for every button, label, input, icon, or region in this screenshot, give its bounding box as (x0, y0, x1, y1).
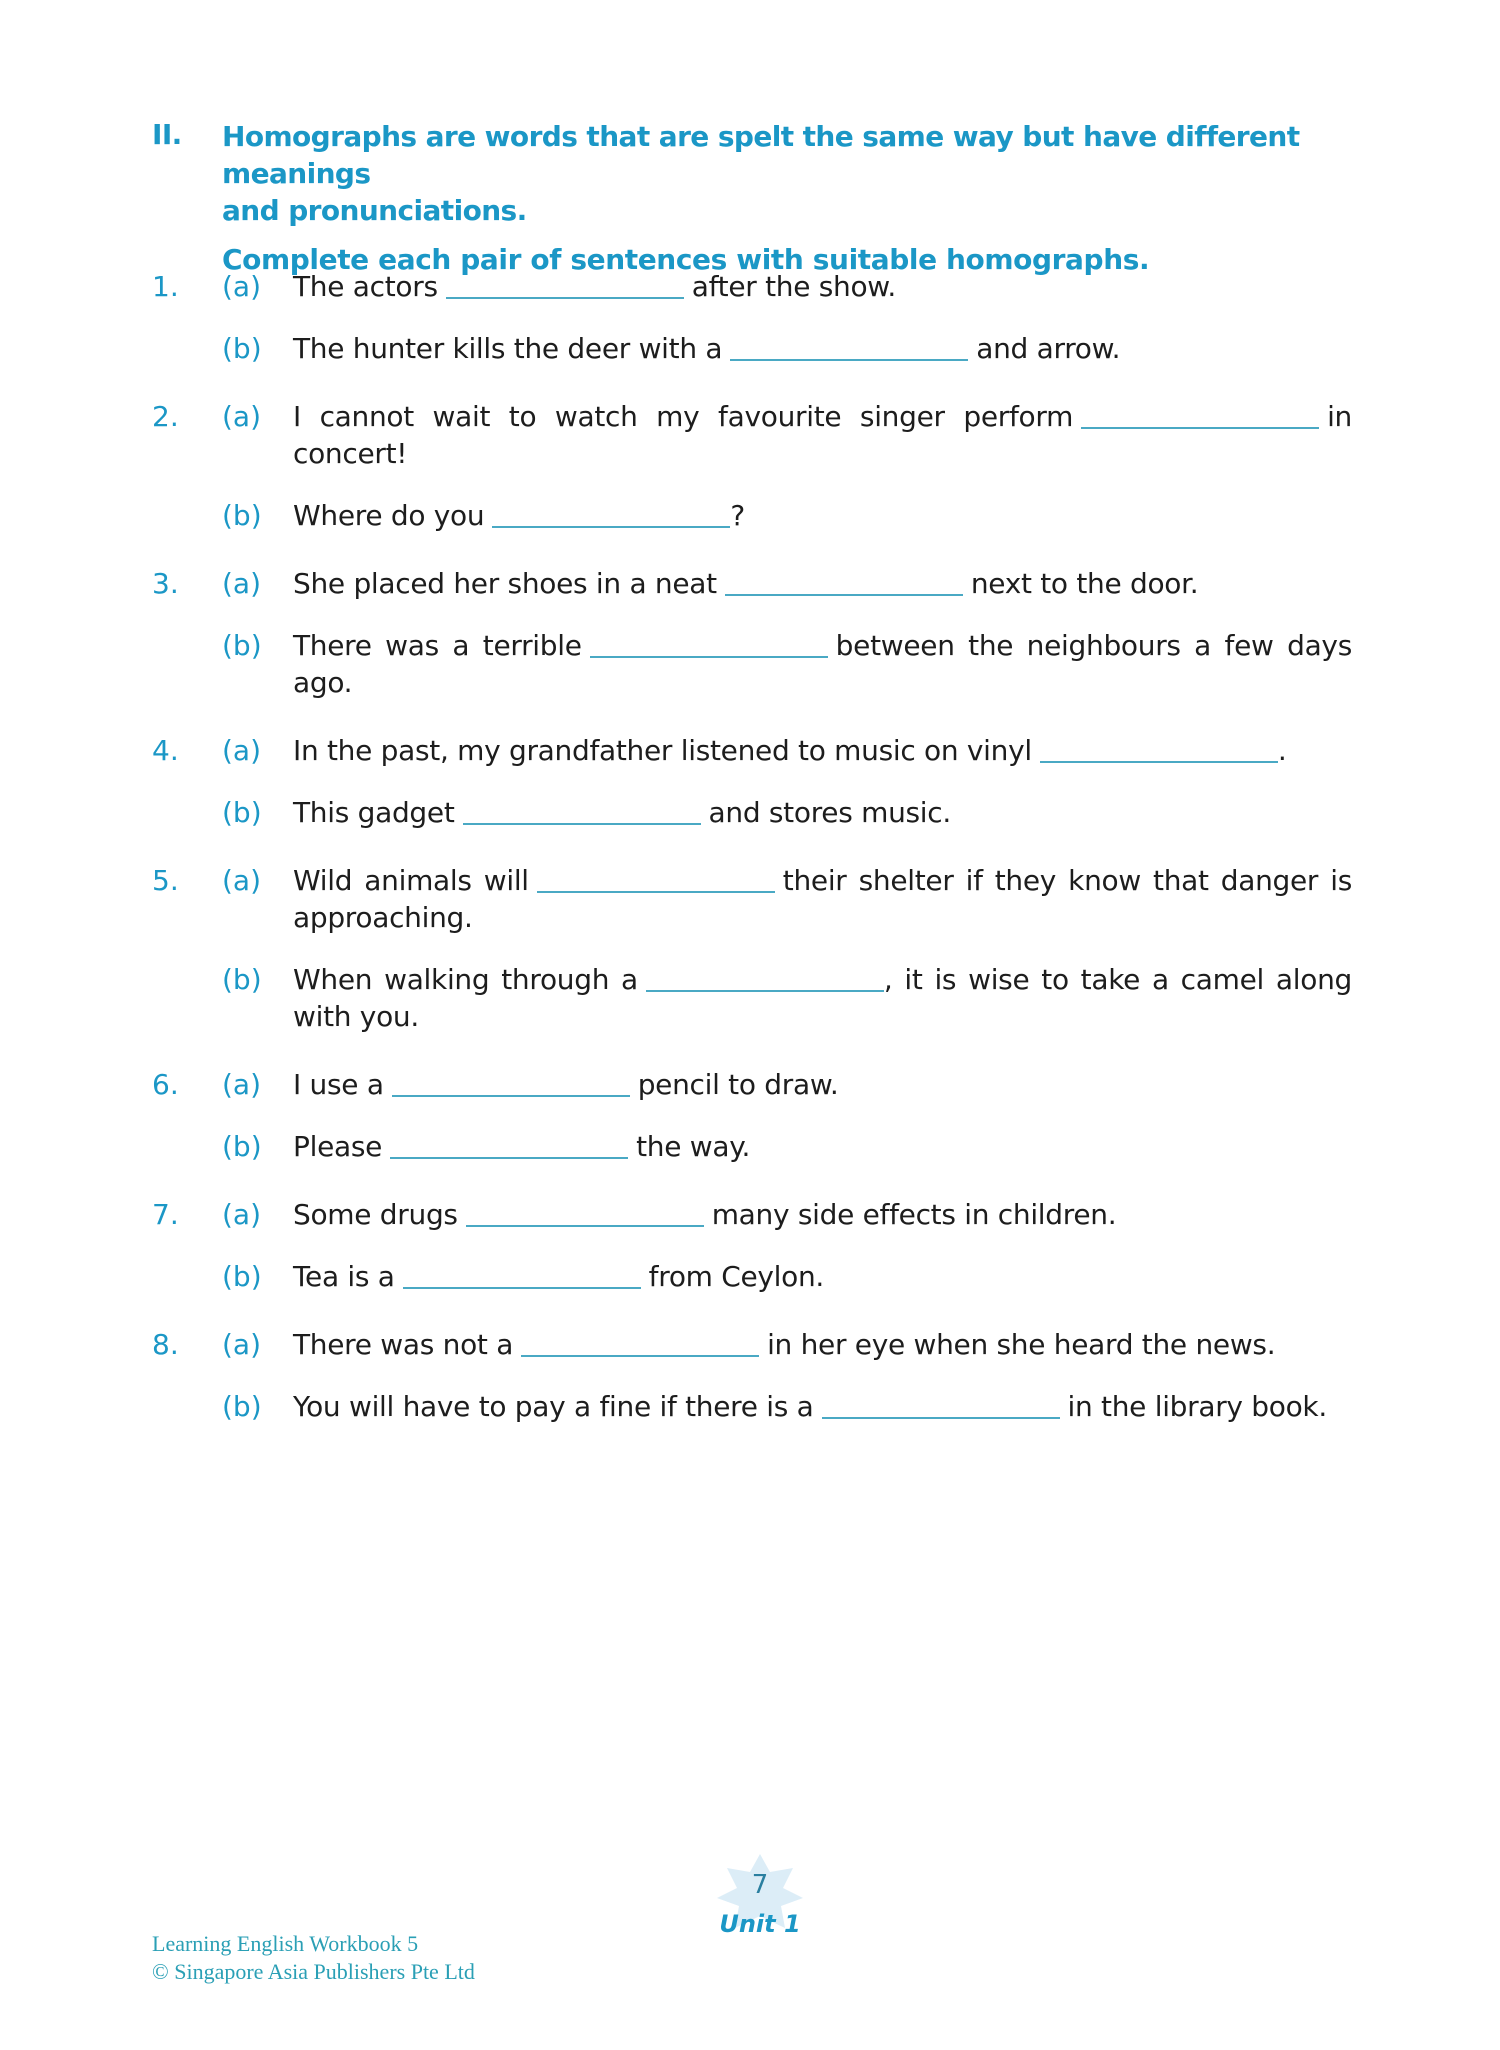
text-after: in concert! (293, 400, 1352, 470)
question-4 (152, 732, 1352, 831)
sub-label: (b) (222, 963, 262, 996)
sub-label: (a) (222, 1068, 262, 1101)
sentence-7b (152, 1258, 1352, 1295)
sub-label: (b) (222, 1390, 262, 1423)
sentence-6a (152, 1066, 1352, 1103)
text-before: The hunter kills the deer with a (293, 332, 723, 365)
text-before: There was not a (293, 1328, 514, 1361)
sentence-5b (152, 961, 1352, 1035)
text-before: This gadget (293, 796, 455, 829)
text-before: Please (293, 1130, 383, 1163)
text-before: I use a (293, 1068, 384, 1101)
sub-label: (b) (222, 499, 262, 532)
answer-blank-8b[interactable] (822, 1393, 1060, 1419)
question-number: 8. (152, 1328, 179, 1361)
answer-blank-5b[interactable] (646, 966, 884, 992)
question-5 (152, 862, 1352, 1035)
text-before: She placed her shoes in a neat (293, 567, 717, 600)
text-after: their shelter if they know that danger is approaching. (293, 864, 1352, 934)
text-before: You will have to pay a fine if there is a (293, 1390, 814, 1423)
intro-line-1: Homographs are words that are spelt the same way but have different meanings (222, 120, 1300, 190)
sub-label: (b) (222, 796, 262, 829)
book-title: Learning English Workbook 5 (152, 1931, 419, 1956)
sentence-3b (152, 627, 1352, 701)
sentence-8a (152, 1326, 1352, 1363)
sub-label: (a) (222, 734, 262, 767)
question-number: 4. (152, 734, 179, 767)
sentence-1a (152, 268, 1352, 305)
sentence-8b (152, 1388, 1352, 1425)
sentence-3a (152, 565, 1352, 602)
question-1 (152, 268, 1352, 367)
text-before: Where do you (293, 499, 485, 532)
text-before: Tea is a (293, 1260, 395, 1293)
sentence-5a (152, 862, 1352, 936)
answer-blank-5a[interactable] (537, 867, 775, 893)
text-before: The actors (293, 270, 438, 303)
question-8 (152, 1326, 1352, 1425)
answer-blank-3a[interactable] (725, 570, 963, 596)
text-after: next to the door. (970, 567, 1199, 600)
answer-blank-1a[interactable] (446, 273, 684, 299)
answer-blank-3b[interactable] (590, 632, 828, 658)
intro-line-2: and pronunciations. (222, 194, 527, 227)
sentence-1b (152, 330, 1352, 367)
text-before: I cannot wait to watch my favourite singer perform (293, 400, 1074, 433)
text-after: in the library book. (1067, 1390, 1327, 1423)
sub-label: (b) (222, 1130, 262, 1163)
text-before: In the past, my grandfather listened to music on vinyl (293, 734, 1032, 767)
exercise-heading (152, 118, 1382, 278)
text-after: and stores music. (708, 796, 951, 829)
question-number: 3. (152, 567, 179, 600)
unit-label: Unit 1 (719, 1910, 801, 1938)
text-after: ? (730, 499, 745, 532)
question-number: 1. (152, 270, 179, 303)
question-number: 2. (152, 400, 179, 433)
text-before: Some drugs (293, 1198, 458, 1231)
sub-label: (a) (222, 270, 262, 303)
question-number: 6. (152, 1068, 179, 1101)
text-after: and arrow. (976, 332, 1121, 365)
sentence-2b (152, 497, 1352, 534)
text-after: the way. (636, 1130, 751, 1163)
answer-blank-2a[interactable] (1081, 403, 1319, 429)
question-7 (152, 1196, 1352, 1295)
sub-label: (a) (222, 1198, 262, 1231)
sentence-7a (152, 1196, 1352, 1233)
sub-label: (b) (222, 332, 262, 365)
sub-label: (a) (222, 567, 262, 600)
sub-label: (b) (222, 1260, 262, 1293)
answer-blank-7b[interactable] (403, 1263, 641, 1289)
sentence-4b (152, 794, 1352, 831)
sentence-6b (152, 1128, 1352, 1165)
text-before: There was a terrible (293, 629, 582, 662)
text-before: Wild animals will (293, 864, 529, 897)
sub-label: (a) (222, 1328, 262, 1361)
sub-label: (a) (222, 400, 262, 433)
answer-blank-4a[interactable] (1040, 737, 1278, 763)
answer-blank-7a[interactable] (466, 1201, 704, 1227)
sub-label: (a) (222, 864, 262, 897)
text-after: pencil to draw. (637, 1068, 839, 1101)
text-after: . (1277, 734, 1287, 767)
text-after: many side effects in children. (711, 1198, 1117, 1231)
text-after: between the neighbours a few days ago. (293, 629, 1352, 699)
text-before: When walking through a (293, 963, 638, 996)
text-after: from Ceylon. (648, 1260, 825, 1293)
answer-blank-6a[interactable] (392, 1071, 630, 1097)
answer-blank-2b[interactable] (492, 502, 730, 528)
answer-blank-4b[interactable] (463, 799, 701, 825)
question-list (152, 268, 1352, 1456)
question-6 (152, 1066, 1352, 1165)
sub-label: (b) (222, 629, 262, 662)
answer-blank-6b[interactable] (390, 1133, 628, 1159)
text-after: , it is wise to take a camel along with you. (293, 963, 1352, 1033)
instruction: Complete each pair of sentences with suitable homographs. (222, 243, 1150, 276)
text-after: in her eye when she heard the news. (767, 1328, 1276, 1361)
question-number: 5. (152, 864, 179, 897)
exercise-number: II. (152, 118, 182, 151)
footer-credits (152, 1930, 475, 1986)
copyright: © Singapore Asia Publishers Pte Ltd (152, 1959, 475, 1984)
question-number: 7. (152, 1198, 179, 1231)
question-3 (152, 565, 1352, 701)
text-after: after the show. (691, 270, 896, 303)
question-2 (152, 398, 1352, 534)
page-number: 7 (751, 1870, 769, 1900)
answer-blank-1b[interactable] (730, 335, 968, 361)
sentence-2a (152, 398, 1352, 472)
sentence-4a (152, 732, 1352, 769)
answer-blank-8a[interactable] (521, 1331, 759, 1357)
